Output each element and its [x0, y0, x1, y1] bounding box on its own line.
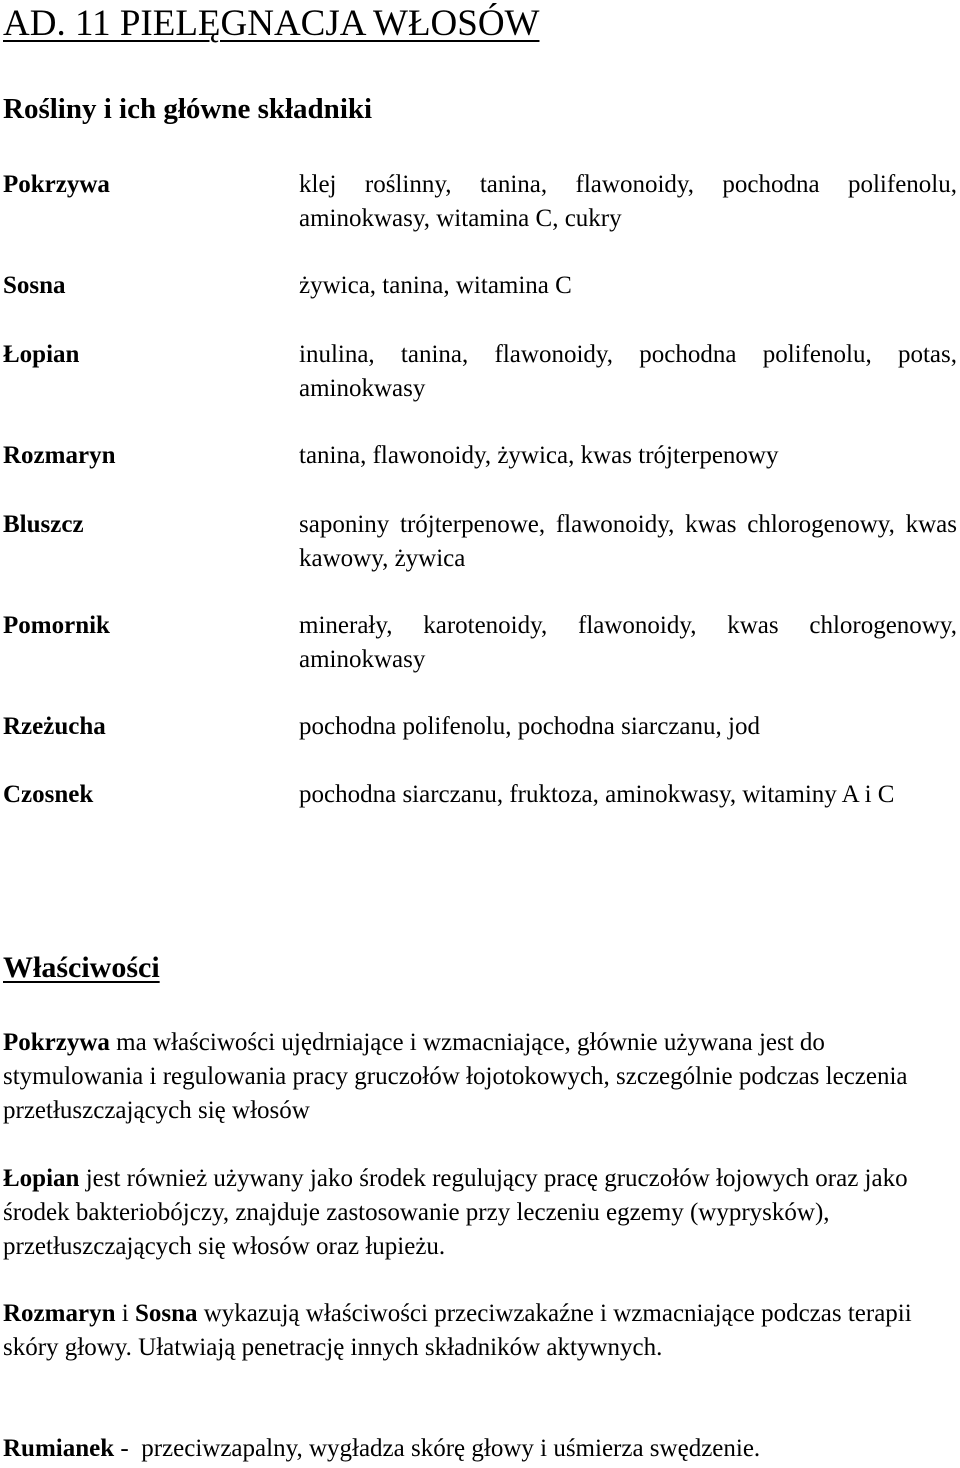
plant-name: Sosna [3, 272, 66, 299]
property-plant-name: Pokrzywa [3, 1029, 110, 1056]
property-plant-name: Rumianek [3, 1435, 115, 1462]
property-paragraph [3, 1026, 958, 1128]
property-text: wykazują właściwości przeciwzakaźne i wzmacniające podczas terapii skóry głowy. Ułatwiają penetrację innych składników aktywnych. [3, 1300, 912, 1361]
plant-name: Rozmaryn [3, 442, 116, 469]
plant-name: Rzeżucha [3, 713, 106, 740]
plant-components: klej roślinny, tanina, flawonoidy, pochodna polifenolu, aminokwasy, witamina C, cukry [299, 171, 957, 232]
property-paragraph [3, 1432, 958, 1466]
property-text: - przeciwzapalny, wygładza skórę głowy i uśmierza swędzenie. [114, 1435, 761, 1462]
plant-components: pochodna siarczanu, fruktoza, aminokwasy, witaminy A i C [299, 781, 895, 808]
properties-heading: Właściwości [3, 951, 160, 984]
plant-components: żywica, tanina, witamina C [299, 272, 572, 299]
property-text: ma właściwości ujędrniające i wzmacniające, głównie używana jest do stymulowania i regulowania pracy gruczołów łojotokowych, szczególnie podczas leczenia przetłuszczających się włosów [3, 1029, 908, 1124]
plant-components: saponiny trójterpenowe, flawonoidy, kwas chlorogenowy, kwas kawowy, żywica [299, 511, 957, 572]
plants-subtitle: Rośliny i ich główne składniki [3, 93, 373, 125]
property-plant-name: Rozmaryn [3, 1300, 116, 1327]
plant-components: inulina, tanina, flawonoidy, pochodna polifenolu, potas, aminokwasy [299, 341, 957, 402]
plant-name: Łopian [3, 341, 80, 368]
plant-name: Czosnek [3, 781, 94, 808]
property-paragraph [3, 1297, 958, 1365]
property-plant-name: Łopian [3, 1165, 80, 1192]
plant-components: minerały, karotenoidy, flawonoidy, kwas chlorogenowy, aminokwasy [299, 612, 957, 673]
property-text: i [115, 1300, 135, 1327]
property-paragraph [3, 1162, 958, 1264]
property-text: jest również używany jako środek regulujący pracę gruczołów łojowych oraz jako środek bakteriobójczy, znajduje zastosowanie przy leczeniu egzemy (wyprysków), przetłuszczających się włosów oraz łupieżu. [3, 1165, 908, 1260]
property-plant-name: Sosna [134, 1300, 198, 1327]
plant-components: tanina, flawonoidy, żywica, kwas trójterpenowy [299, 442, 779, 469]
document-title: AD. 11 PIELĘGNACJA WŁOSÓW [3, 3, 540, 44]
plant-name: Pomornik [3, 612, 110, 639]
plant-name: Pokrzywa [3, 171, 110, 198]
plant-components: pochodna polifenolu, pochodna siarczanu, jod [299, 713, 760, 740]
plant-name: Bluszcz [3, 511, 84, 538]
